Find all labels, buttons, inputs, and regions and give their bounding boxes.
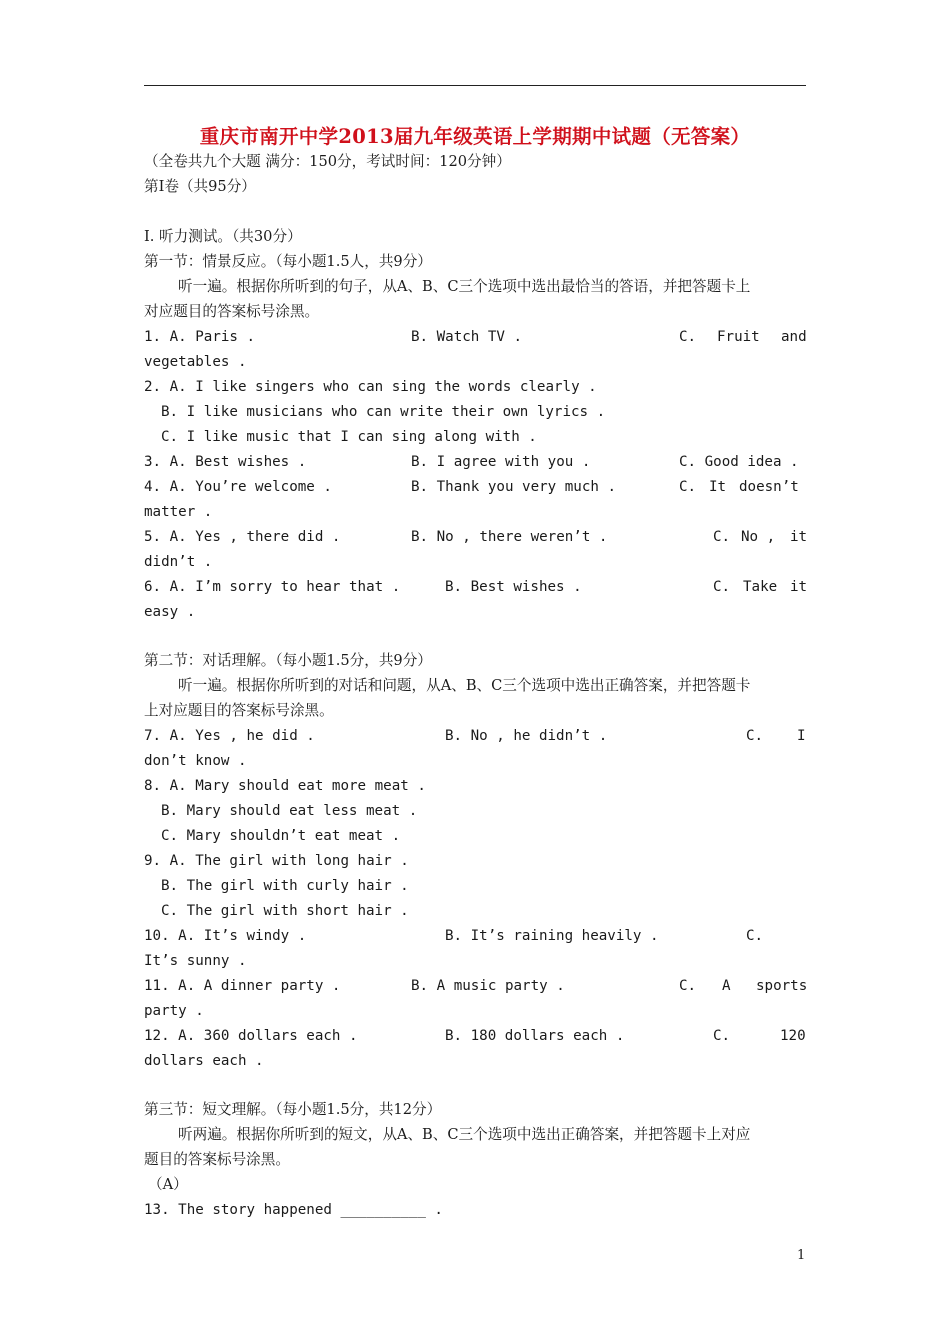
option-c-label: C. xyxy=(713,529,731,545)
option-c-continued: vegetables . xyxy=(144,354,247,370)
option-c-label: C. xyxy=(679,978,697,994)
option-c-label: C. xyxy=(713,579,731,595)
exam-info: （全卷共九个大题 满分：150分，考试时间：120分钟） xyxy=(144,153,511,170)
option-a: 1. A. Paris . xyxy=(144,329,256,345)
option-b: B. The girl with curly hair . xyxy=(161,878,409,894)
option-c-text: It xyxy=(709,479,727,495)
option-c-text: it xyxy=(790,579,808,595)
instruction: 听一遍。根据你所听到的对话和问题，从A、B、C三个选项中选出正确答案，并把答题卡 xyxy=(178,677,751,694)
section-heading: 第三节：短文理解。（每小题1.5分，共12分） xyxy=(144,1101,442,1118)
option-a: 6. A. I’m sorry to hear that . xyxy=(144,579,401,595)
option-c-label: C. xyxy=(679,329,697,345)
part-heading: Ⅰ. 听力测试。（共30分） xyxy=(144,228,302,245)
option-c-text: A xyxy=(722,978,731,994)
option-b: B. I agree with you . xyxy=(411,454,591,470)
section-heading: 第一节：情景反应。（每小题1.5人，共9分） xyxy=(144,253,432,270)
option-a: 11. A. A dinner party . xyxy=(144,978,341,994)
option-c-text: it xyxy=(790,529,808,545)
option-b: B. It’s raining heavily . xyxy=(445,928,659,944)
instruction: 对应题目的答案标号涂黑。 xyxy=(144,303,320,320)
option-a: 12. A. 360 dollars each . xyxy=(144,1028,358,1044)
option-a: 3. A. Best wishes . xyxy=(144,454,307,470)
option-c-continued: matter . xyxy=(144,504,213,520)
option-b: B. I like musicians who can write their own lyrics . xyxy=(161,404,606,420)
option-c-text: No , xyxy=(741,529,776,545)
instruction: 听一遍。根据你所听到的句子，从A、B、C三个选项中选出最恰当的答语，并把答题卡上 xyxy=(178,278,751,295)
option-c-label: C. xyxy=(679,479,697,495)
option-c-continued: didn’t . xyxy=(144,554,213,570)
option-b: B. No , he didn’t . xyxy=(445,728,608,744)
option-c: C. I like music that I can sing along with . xyxy=(161,429,537,445)
instruction: 题目的答案标号涂黑。 xyxy=(144,1151,290,1168)
option-c-continued: party . xyxy=(144,1003,204,1019)
option-c-text: and xyxy=(781,329,807,345)
option-c-text: I xyxy=(797,728,806,744)
option-b: B. Best wishes . xyxy=(445,579,582,595)
option-b: B. Thank you very much . xyxy=(411,479,616,495)
option-b: B. No , there weren’t . xyxy=(411,529,608,545)
option-a: 9. A. The girl with long hair . xyxy=(144,853,409,869)
option-c-label: C. xyxy=(713,1028,731,1044)
option-a: 7. A. Yes , he did . xyxy=(144,728,315,744)
option-c: C. Mary shouldn’t eat meat . xyxy=(161,828,401,844)
passage-label: （A） xyxy=(148,1176,188,1193)
option-c-continued: It’s sunny . xyxy=(144,953,247,969)
option-b: B. Mary should eat less meat . xyxy=(161,803,418,819)
instruction: 上对应题目的答案标号涂黑。 xyxy=(144,702,334,719)
option-b: B. A music party . xyxy=(411,978,565,994)
page-title: 重庆市南开中学2013届九年级英语上学期期中试题（无答案） xyxy=(199,125,751,148)
volume-heading: 第Ⅰ卷（共95分） xyxy=(144,178,256,195)
option-c-text: doesn’t xyxy=(739,479,799,495)
option-b: B. Watch TV . xyxy=(411,329,523,345)
option-c-text: Fruit xyxy=(717,329,760,345)
option-c: C. The girl with short hair . xyxy=(161,903,409,919)
option-a: 8. A. Mary should eat more meat . xyxy=(144,778,426,794)
option-c: C. Good idea . xyxy=(679,454,799,470)
option-c-label: C. xyxy=(746,728,764,744)
option-c-text: Take xyxy=(743,579,778,595)
question-stem: 13. The story happened __________ . xyxy=(144,1202,443,1218)
section-heading: 第二节：对话理解。（每小题1.5分，共9分） xyxy=(144,652,432,669)
header-rule xyxy=(144,85,806,86)
option-a: 2. A. I like singers who can sing the words clearly . xyxy=(144,379,597,395)
option-c-continued: don’t know . xyxy=(144,753,247,769)
option-c-continued: easy . xyxy=(144,604,196,620)
option-c-continued: dollars each . xyxy=(144,1053,264,1069)
page-number: 1 xyxy=(797,1248,806,1263)
option-c-text: sports xyxy=(756,978,808,994)
option-a: 10. A. It’s windy . xyxy=(144,928,307,944)
option-c-text: 120 xyxy=(780,1028,806,1044)
option-c-label: C. xyxy=(746,928,764,944)
instruction: 听两遍。根据你所听到的短文，从A、B、C三个选项中选出正确答案，并把答题卡上对应 xyxy=(178,1126,751,1143)
option-a: 4. A. You’re welcome . xyxy=(144,479,332,495)
option-a: 5. A. Yes , there did . xyxy=(144,529,341,545)
option-b: B. 180 dollars each . xyxy=(445,1028,625,1044)
